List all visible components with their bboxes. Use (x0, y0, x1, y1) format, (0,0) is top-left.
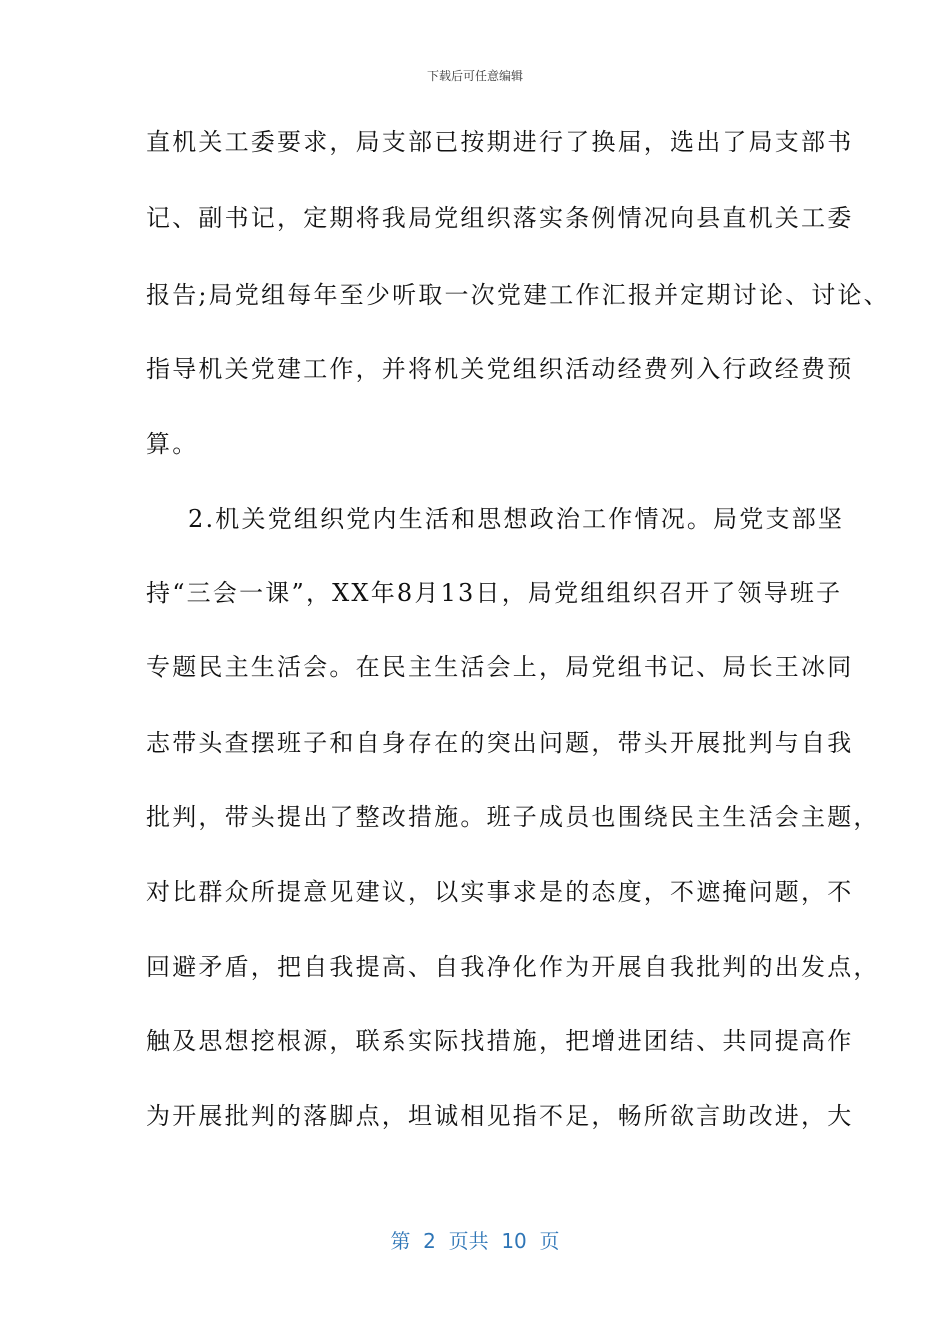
body-line: 对比群众所提意见建议，以实事求是的态度，不遮掩问题，不 (146, 878, 854, 906)
paragraph-start-line: 2.机关党组织党内生活和思想政治工作情况。局党支部坚 (188, 505, 845, 533)
body-line: 为开展批判的落脚点，坦诚相见指不足，畅所欲言助改进，大 (146, 1102, 854, 1130)
body-line: 触及思想挖根源，联系实际找措施，把增进团结、共同提高作 (146, 1027, 854, 1055)
body-line: 专题民主生活会。在民主生活会上，局党组书记、局长王冰同 (146, 653, 854, 681)
body-line: 算。 (146, 430, 199, 458)
body-line: 直机关工委要求，局支部已按期进行了换届，选出了局支部书 (146, 128, 854, 156)
body-line: 报告;局党组每年至少听取一次党建工作汇报并定期讨论、讨论、 (146, 281, 890, 309)
body-line: 回避矛盾，把自我提高、自我净化作为开展自我批判的出发点， (146, 953, 880, 981)
body-line: 持“三会一课”，XX年8月13日，局党组组织召开了领导班子 (146, 579, 843, 607)
body-line: 批判，带头提出了整改措施。班子成员也围绕民主生活会主题， (146, 803, 880, 831)
header-note: 下载后可任意编辑 (426, 69, 523, 83)
body-line: 指导机关党建工作，并将机关党组织活动经费列入行政经费预 (146, 355, 854, 383)
page-number-footer: 第 2 页共 10 页 (390, 1229, 560, 1253)
body-line: 记、副书记，定期将我局党组织落实条例情况向县直机关工委 (146, 204, 854, 232)
body-line: 志带头查摆班子和自身存在的突出问题，带头开展批判与自我 (146, 729, 854, 757)
